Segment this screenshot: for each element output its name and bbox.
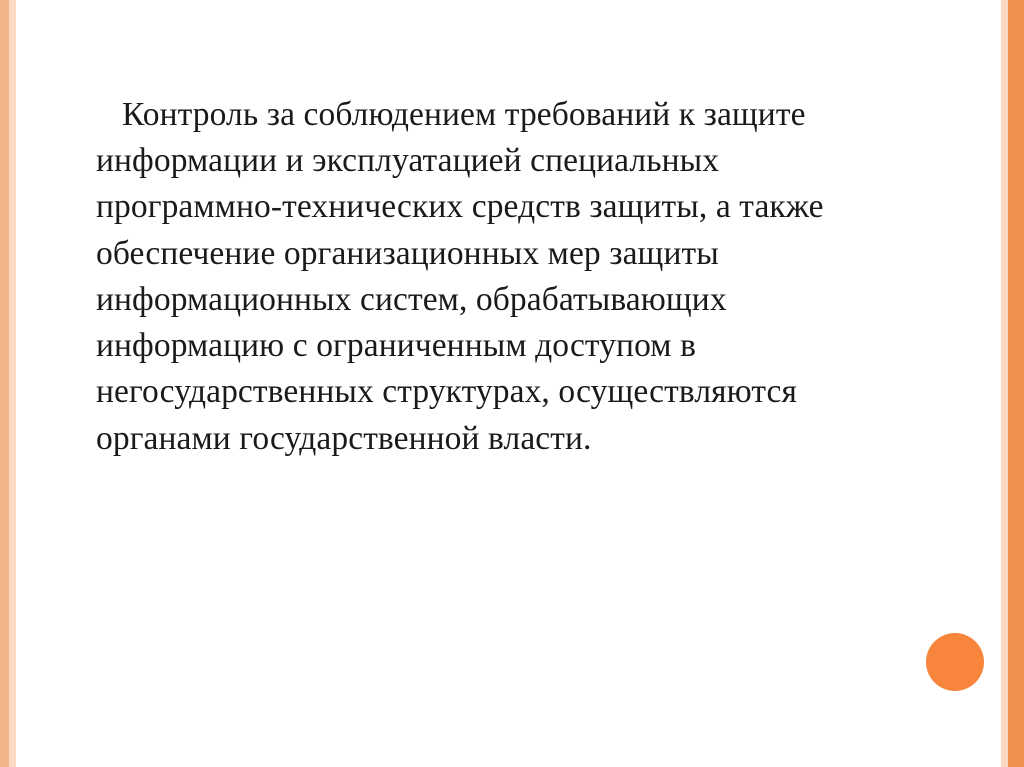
left-border-stripe-inner: [9, 0, 16, 767]
slide-body-paragraph: Контроль за соблюдением требований к защите информации и эксплуатацией специальных программно-технических средств защиты, а также обеспечение организационных мер защиты информационных систем, обрабатывающих информацию с ограниченным доступом в негосударственных структурах, осуществляются органами государственной власти.: [96, 96, 824, 457]
right-border-stripe-inner: [1001, 0, 1008, 767]
accent-circle-decoration: [926, 633, 984, 691]
slide-content: [96, 92, 886, 462]
right-border-stripe-outer: [1008, 0, 1024, 767]
left-border-stripe-outer: [0, 0, 9, 767]
